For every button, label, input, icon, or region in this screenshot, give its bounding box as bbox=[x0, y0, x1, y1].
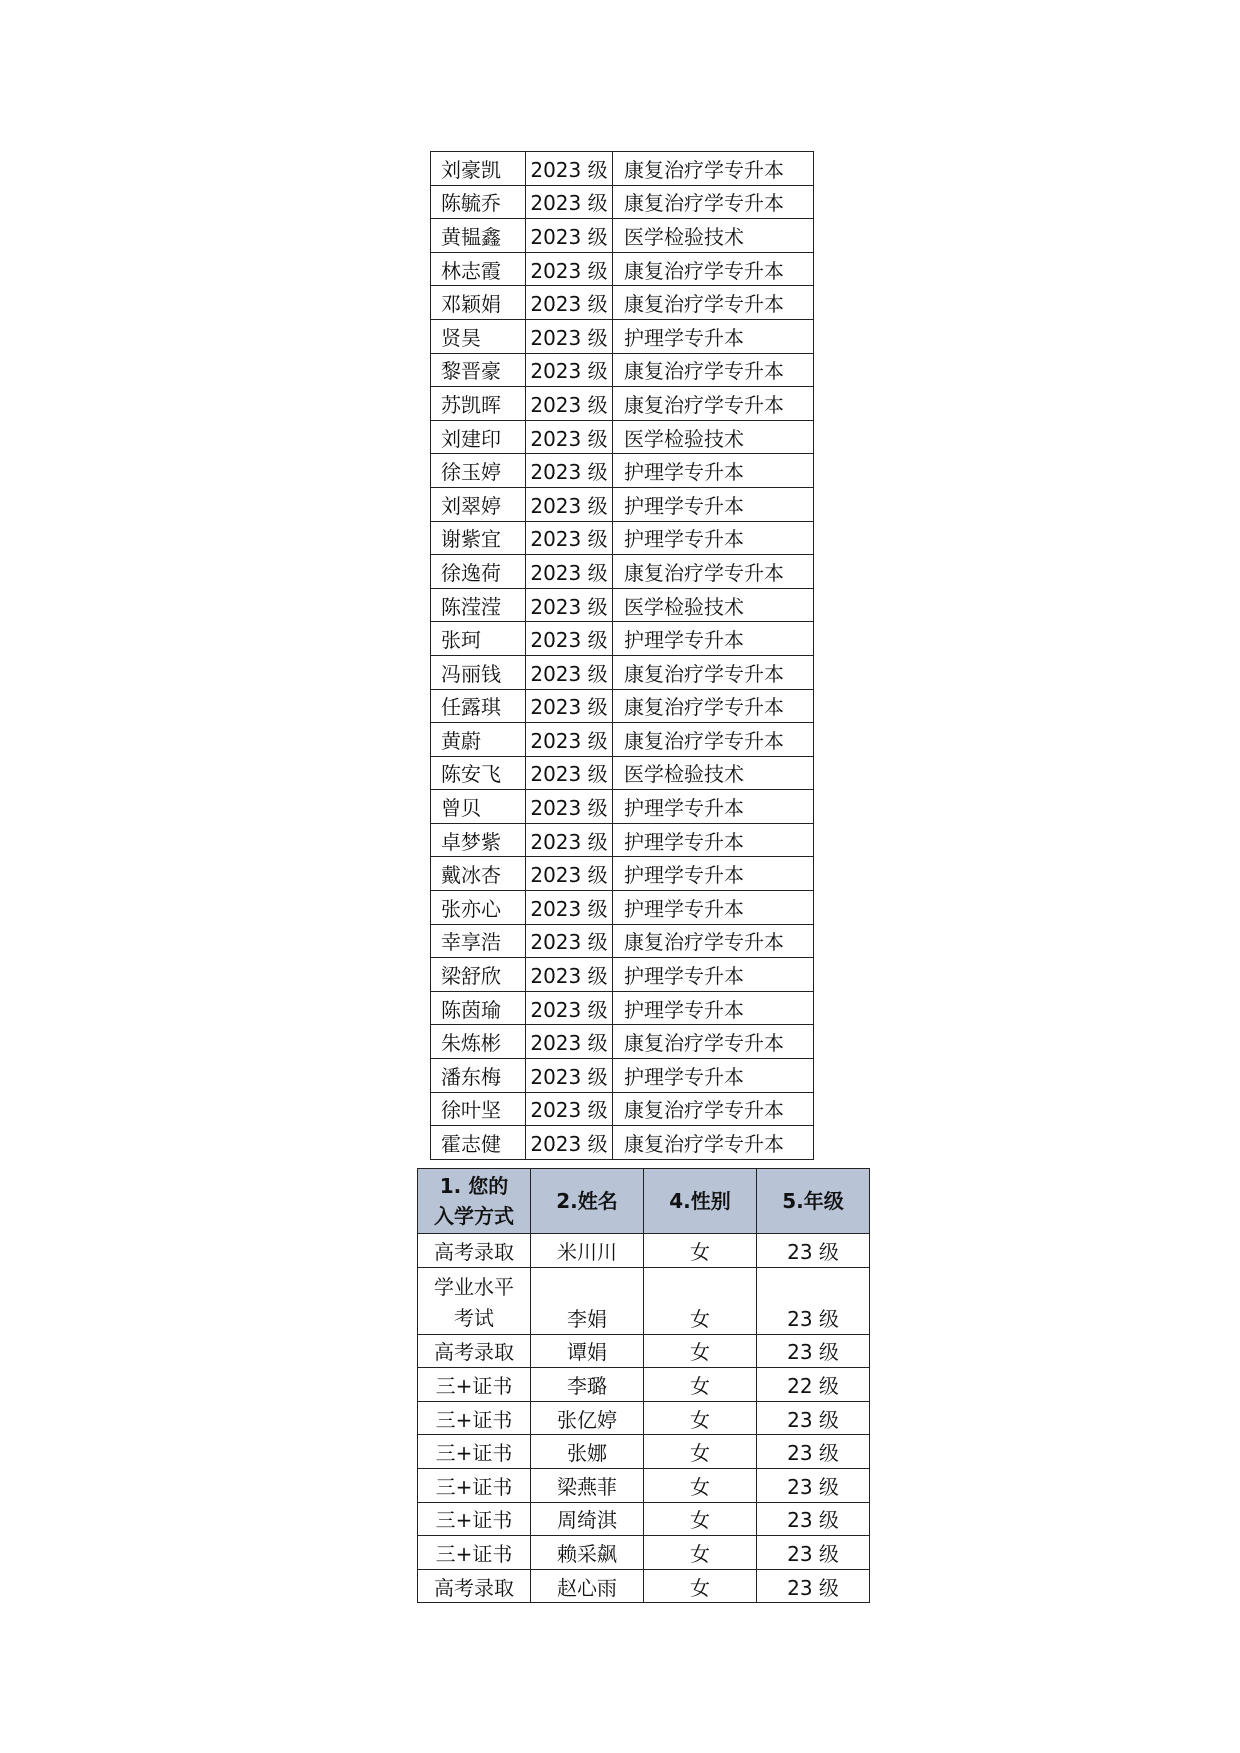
enrollment-method-cell: 三+证书 bbox=[418, 1368, 531, 1402]
major-cell: 护理学专升本 bbox=[613, 891, 814, 925]
grade-cell: 2023 级 bbox=[526, 924, 613, 958]
header-gender: 4.性别 bbox=[644, 1169, 757, 1234]
student-name-cell: 谢紫宜 bbox=[431, 521, 526, 555]
grade-cell: 2023 级 bbox=[526, 891, 613, 925]
major-cell: 护理学专升本 bbox=[613, 823, 814, 857]
grade-cell: 2023 级 bbox=[526, 756, 613, 790]
student-name-cell: 任露琪 bbox=[431, 689, 526, 723]
table-row bbox=[431, 823, 814, 857]
student-name-cell: 周绮淇 bbox=[531, 1502, 644, 1536]
table-row bbox=[431, 756, 814, 790]
table-row bbox=[431, 219, 814, 253]
table-row bbox=[431, 252, 814, 286]
major-cell: 护理学专升本 bbox=[613, 622, 814, 656]
table-row bbox=[431, 857, 814, 891]
table-row bbox=[431, 891, 814, 925]
grade-cell: 2023 级 bbox=[526, 1092, 613, 1126]
table-row bbox=[431, 689, 814, 723]
table-row bbox=[431, 1126, 814, 1160]
student-name-cell: 林志霞 bbox=[431, 252, 526, 286]
major-cell: 护理学专升本 bbox=[613, 991, 814, 1025]
student-name-cell: 陈滢滢 bbox=[431, 588, 526, 622]
grade-cell: 2023 级 bbox=[526, 286, 613, 320]
grade-cell: 2023 级 bbox=[526, 152, 613, 186]
table-row bbox=[431, 286, 814, 320]
grade-cell: 2023 级 bbox=[526, 1025, 613, 1059]
enrollment-method-cell: 三+证书 bbox=[418, 1468, 531, 1502]
grade-cell: 2023 级 bbox=[526, 991, 613, 1025]
table-row bbox=[431, 588, 814, 622]
grade-cell: 2023 级 bbox=[526, 588, 613, 622]
student-name-cell: 梁燕菲 bbox=[531, 1468, 644, 1502]
grade-cell: 2023 级 bbox=[526, 790, 613, 824]
student-name-cell: 苏凯晖 bbox=[431, 387, 526, 421]
major-cell: 康复治疗学专升本 bbox=[613, 924, 814, 958]
student-name-cell: 李娟 bbox=[531, 1267, 644, 1334]
student-name-cell: 谭娟 bbox=[531, 1334, 644, 1368]
student-name-cell: 陈安飞 bbox=[431, 756, 526, 790]
grade-cell: 2023 级 bbox=[526, 219, 613, 253]
table-row bbox=[431, 655, 814, 689]
grade-cell: 2023 级 bbox=[526, 1126, 613, 1160]
major-cell: 康复治疗学专升本 bbox=[613, 689, 814, 723]
gender-cell: 女 bbox=[644, 1401, 757, 1435]
major-cell: 康复治疗学专升本 bbox=[613, 655, 814, 689]
major-cell: 康复治疗学专升本 bbox=[613, 555, 814, 589]
enrollment-method-cell: 高考录取 bbox=[418, 1569, 531, 1603]
grade-cell: 23 级 bbox=[757, 1435, 870, 1469]
grade-cell: 23 级 bbox=[757, 1267, 870, 1334]
grade-cell: 23 级 bbox=[757, 1234, 870, 1268]
grade-cell: 2023 级 bbox=[526, 487, 613, 521]
major-cell: 康复治疗学专升本 bbox=[613, 152, 814, 186]
student-name-cell: 徐玉婷 bbox=[431, 454, 526, 488]
gender-cell: 女 bbox=[644, 1502, 757, 1536]
student-name-cell: 朱炼彬 bbox=[431, 1025, 526, 1059]
table-row bbox=[431, 420, 814, 454]
student-name-cell: 赖采飙 bbox=[531, 1536, 644, 1570]
gender-cell: 女 bbox=[644, 1435, 757, 1469]
table-row bbox=[431, 454, 814, 488]
table-row bbox=[431, 487, 814, 521]
grade-cell: 23 级 bbox=[757, 1536, 870, 1570]
table-row bbox=[418, 1468, 870, 1502]
gender-cell: 女 bbox=[644, 1334, 757, 1368]
major-cell: 康复治疗学专升本 bbox=[613, 252, 814, 286]
major-cell: 护理学专升本 bbox=[613, 319, 814, 353]
grade-cell: 2023 级 bbox=[526, 655, 613, 689]
grade-cell: 23 级 bbox=[757, 1468, 870, 1502]
major-cell: 康复治疗学专升本 bbox=[613, 387, 814, 421]
enrollment-method-cell: 三+证书 bbox=[418, 1401, 531, 1435]
grade-cell: 2023 级 bbox=[526, 319, 613, 353]
table-row bbox=[418, 1435, 870, 1469]
header-grade: 5.年级 bbox=[757, 1169, 870, 1234]
enrollment-method-cell: 高考录取 bbox=[418, 1334, 531, 1368]
table-row bbox=[431, 1059, 814, 1093]
grade-cell: 2023 级 bbox=[526, 622, 613, 656]
table-row bbox=[431, 555, 814, 589]
gender-cell: 女 bbox=[644, 1368, 757, 1402]
student-name-cell: 米川川 bbox=[531, 1234, 644, 1268]
student-name-cell: 冯丽钱 bbox=[431, 655, 526, 689]
student-major-table bbox=[430, 151, 814, 1160]
grade-cell: 2023 级 bbox=[526, 521, 613, 555]
grade-cell: 2023 级 bbox=[526, 555, 613, 589]
grade-cell: 22 级 bbox=[757, 1368, 870, 1402]
student-name-cell: 潘东梅 bbox=[431, 1059, 526, 1093]
enrollment-survey-table bbox=[417, 1168, 870, 1603]
table-row bbox=[418, 1368, 870, 1402]
gender-cell: 女 bbox=[644, 1267, 757, 1334]
gender-cell: 女 bbox=[644, 1536, 757, 1570]
enrollment-survey-table-header bbox=[418, 1169, 870, 1234]
enrollment-method-cell: 学业水平考试 bbox=[418, 1267, 531, 1334]
table-row bbox=[418, 1401, 870, 1435]
student-name-cell: 张珂 bbox=[431, 622, 526, 656]
grade-cell: 2023 级 bbox=[526, 958, 613, 992]
table-row bbox=[431, 991, 814, 1025]
grade-cell: 2023 级 bbox=[526, 857, 613, 891]
gender-cell: 女 bbox=[644, 1234, 757, 1268]
major-cell: 康复治疗学专升本 bbox=[613, 723, 814, 757]
table-row bbox=[431, 622, 814, 656]
student-major-table-body bbox=[431, 152, 814, 1160]
header-row bbox=[418, 1169, 870, 1234]
major-cell: 康复治疗学专升本 bbox=[613, 1025, 814, 1059]
student-name-cell: 刘建印 bbox=[431, 420, 526, 454]
student-name-cell: 张亦心 bbox=[431, 891, 526, 925]
table-row bbox=[418, 1569, 870, 1603]
table-row bbox=[431, 319, 814, 353]
gender-cell: 女 bbox=[644, 1468, 757, 1502]
grade-cell: 2023 级 bbox=[526, 823, 613, 857]
student-name-cell: 霍志健 bbox=[431, 1126, 526, 1160]
enrollment-survey-table-body bbox=[418, 1234, 870, 1603]
table-row bbox=[418, 1334, 870, 1368]
major-cell: 康复治疗学专升本 bbox=[613, 1126, 814, 1160]
grade-cell: 2023 级 bbox=[526, 723, 613, 757]
table-row bbox=[431, 723, 814, 757]
table-row bbox=[431, 958, 814, 992]
student-name-cell: 赵心雨 bbox=[531, 1569, 644, 1603]
student-name-cell: 邓颖娟 bbox=[431, 286, 526, 320]
major-cell: 护理学专升本 bbox=[613, 1059, 814, 1093]
major-cell: 医学检验技术 bbox=[613, 756, 814, 790]
grade-cell: 2023 级 bbox=[526, 185, 613, 219]
major-cell: 护理学专升本 bbox=[613, 790, 814, 824]
student-name-cell: 陈茵瑜 bbox=[431, 991, 526, 1025]
grade-cell: 23 级 bbox=[757, 1401, 870, 1435]
enrollment-method-cell: 三+证书 bbox=[418, 1536, 531, 1570]
table-row bbox=[431, 185, 814, 219]
header-enrollment-method: 1. 您的入学方式 bbox=[418, 1169, 531, 1234]
grade-cell: 2023 级 bbox=[526, 252, 613, 286]
table-row bbox=[431, 1025, 814, 1059]
table-row bbox=[431, 152, 814, 186]
table-row bbox=[418, 1536, 870, 1570]
student-name-cell: 刘翠婷 bbox=[431, 487, 526, 521]
student-name-cell: 曾贝 bbox=[431, 790, 526, 824]
major-cell: 医学检验技术 bbox=[613, 219, 814, 253]
header-name: 2.姓名 bbox=[531, 1169, 644, 1234]
table-row bbox=[431, 521, 814, 555]
grade-cell: 23 级 bbox=[757, 1334, 870, 1368]
table-row bbox=[418, 1267, 870, 1334]
major-cell: 医学检验技术 bbox=[613, 588, 814, 622]
student-name-cell: 贤昊 bbox=[431, 319, 526, 353]
student-name-cell: 李璐 bbox=[531, 1368, 644, 1402]
student-name-cell: 幸享浩 bbox=[431, 924, 526, 958]
gender-cell: 女 bbox=[644, 1569, 757, 1603]
major-cell: 康复治疗学专升本 bbox=[613, 185, 814, 219]
grade-cell: 2023 级 bbox=[526, 689, 613, 723]
major-cell: 康复治疗学专升本 bbox=[613, 1092, 814, 1126]
grade-cell: 2023 级 bbox=[526, 353, 613, 387]
table-row bbox=[431, 387, 814, 421]
major-cell: 护理学专升本 bbox=[613, 958, 814, 992]
student-name-cell: 卓梦紫 bbox=[431, 823, 526, 857]
grade-cell: 23 级 bbox=[757, 1502, 870, 1536]
major-cell: 康复治疗学专升本 bbox=[613, 353, 814, 387]
grade-cell: 2023 级 bbox=[526, 454, 613, 488]
grade-cell: 2023 级 bbox=[526, 1059, 613, 1093]
table-row bbox=[431, 790, 814, 824]
student-name-cell: 张亿婷 bbox=[531, 1401, 644, 1435]
student-name-cell: 陈毓乔 bbox=[431, 185, 526, 219]
major-cell: 康复治疗学专升本 bbox=[613, 286, 814, 320]
table-row bbox=[418, 1502, 870, 1536]
grade-cell: 23 级 bbox=[757, 1569, 870, 1603]
student-name-cell: 黄韫鑫 bbox=[431, 219, 526, 253]
major-cell: 护理学专升本 bbox=[613, 857, 814, 891]
enrollment-method-cell: 三+证书 bbox=[418, 1502, 531, 1536]
major-cell: 医学检验技术 bbox=[613, 420, 814, 454]
major-cell: 护理学专升本 bbox=[613, 487, 814, 521]
enrollment-method-cell: 三+证书 bbox=[418, 1435, 531, 1469]
grade-cell: 2023 级 bbox=[526, 387, 613, 421]
grade-cell: 2023 级 bbox=[526, 420, 613, 454]
enrollment-method-cell: 高考录取 bbox=[418, 1234, 531, 1268]
student-name-cell: 徐叶坚 bbox=[431, 1092, 526, 1126]
table-row bbox=[431, 1092, 814, 1126]
major-cell: 护理学专升本 bbox=[613, 521, 814, 555]
table-row bbox=[431, 353, 814, 387]
student-name-cell: 梁舒欣 bbox=[431, 958, 526, 992]
student-name-cell: 张娜 bbox=[531, 1435, 644, 1469]
student-name-cell: 黎晋豪 bbox=[431, 353, 526, 387]
table-row bbox=[418, 1234, 870, 1268]
student-name-cell: 黄蔚 bbox=[431, 723, 526, 757]
student-name-cell: 徐逸荷 bbox=[431, 555, 526, 589]
student-name-cell: 刘豪凯 bbox=[431, 152, 526, 186]
student-name-cell: 戴冰杏 bbox=[431, 857, 526, 891]
table-row bbox=[431, 924, 814, 958]
major-cell: 护理学专升本 bbox=[613, 454, 814, 488]
